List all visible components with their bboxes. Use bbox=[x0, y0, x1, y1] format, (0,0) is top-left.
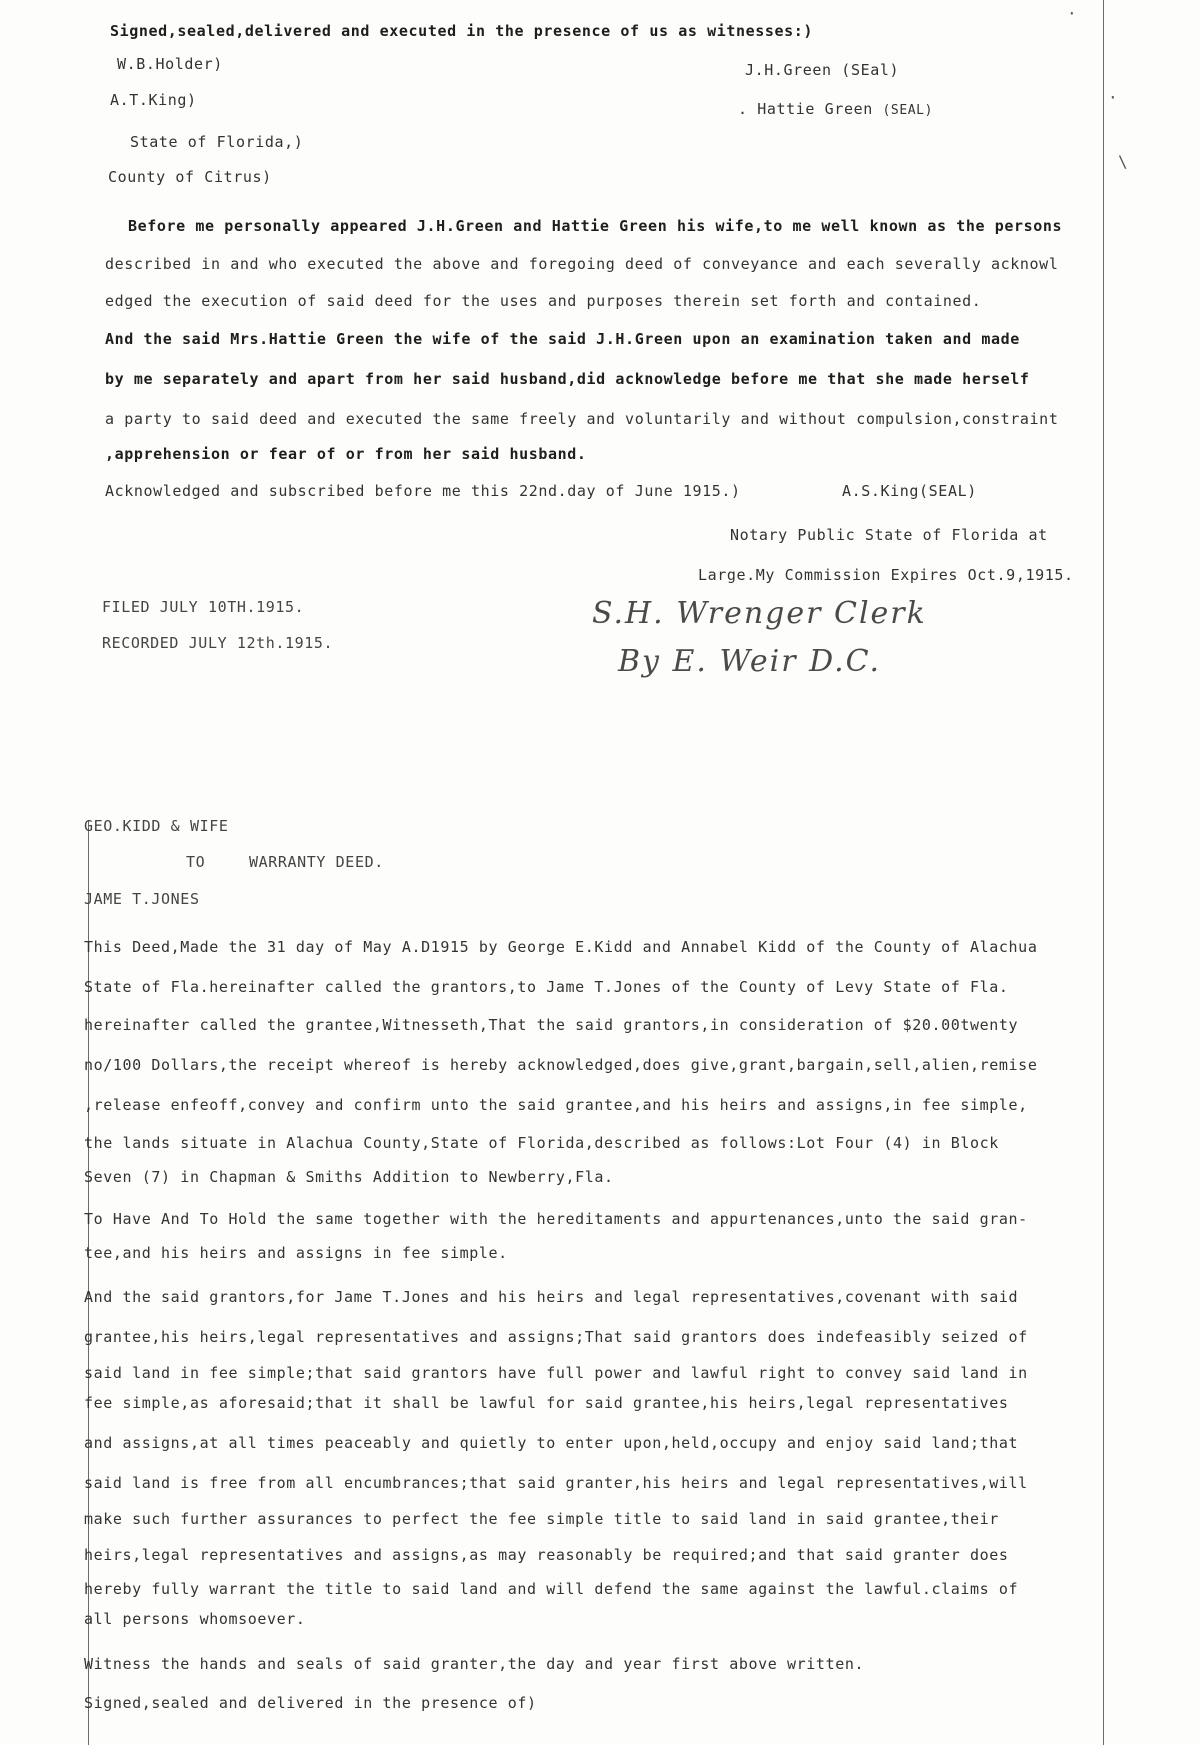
ack-line: Before me personally appeared J.H.Green and Hattie Green his wife,to me well known as the persons bbox=[128, 217, 1063, 235]
deed-body-line: ,release enfeoff,convey and confirm unto the said grantee,and his heirs and assigns,in fee simple, bbox=[84, 1096, 1028, 1114]
deed-body-line: fee simple,as aforesaid;that it shall be lawful for said grantee,his heirs,legal representatives bbox=[84, 1394, 1009, 1412]
ack-line: a party to said deed and executed the same freely and voluntarily and without compulsion,constraint bbox=[105, 410, 1059, 428]
grantor-2-signature bbox=[738, 100, 933, 120]
deputy-clerk-signature: By E. Weir D.C. bbox=[618, 644, 882, 679]
deed-body-line: This Deed,Made the 31 day of May A.D1915 by George E.Kidd and Annabel Kidd of the County of Alachua bbox=[84, 938, 1038, 956]
grantor-2-name: . Hattie Green bbox=[738, 100, 883, 118]
notary-title-2: Large.My Commission Expires Oct.9,1915. bbox=[698, 566, 1074, 584]
grantor-heading: GEO.KIDD & WIFE bbox=[84, 817, 229, 835]
venue-county: County of Citrus) bbox=[108, 168, 272, 186]
ack-line: ,apprehension or fear of or from her said husband. bbox=[105, 445, 587, 463]
recorded-date: RECORDED JULY 12th.1915. bbox=[102, 634, 334, 652]
deed-body-line: To Have And To Hold the same together with the hereditaments and appurtenances,unto the said gran- bbox=[84, 1210, 1028, 1228]
deed-body-line: said land is free from all encumbrances;that said granter,his heirs and legal representatives,will bbox=[84, 1474, 1028, 1492]
to-word: TO bbox=[186, 853, 206, 871]
deed-body-line: the lands situate in Alachua County,State of Florida,described as follows:Lot Four (4) in Block bbox=[84, 1134, 999, 1152]
deed-body-line: and assigns,at all times peaceably and quietly to enter upon,held,occupy and enjoy said land;that bbox=[84, 1434, 1019, 1452]
deed-body-line: tee,and his heirs and assigns in fee simple. bbox=[84, 1244, 508, 1262]
edge-mark: · bbox=[1067, 4, 1077, 23]
left-margin-rule bbox=[88, 820, 89, 1745]
deed-body-line: said land in fee simple;that said grantors have full power and lawful right to convey said land in bbox=[84, 1364, 1028, 1382]
clerk-signature: S.H. Wrenger Clerk bbox=[592, 596, 927, 631]
deed-body-line: grantee,his heirs,legal representatives and assigns;That said grantors does indefeasibly seized of bbox=[84, 1328, 1028, 1346]
right-page-edge bbox=[1103, 0, 1104, 1745]
notary-signature: A.S.King(SEAL) bbox=[842, 482, 977, 500]
witness-2: A.T.King) bbox=[110, 91, 197, 109]
deed-body-line: hereinafter called the grantee,Witnesseth,That the said grantors,in consideration of $20.00twenty bbox=[84, 1016, 1019, 1034]
witness-line: Signed,sealed,delivered and executed in the presence of us as witnesses:) bbox=[110, 22, 814, 40]
deed-body-line: State of Fla.hereinafter called the grantors,to Jame T.Jones of the County of Levy State of Fla. bbox=[84, 978, 1009, 996]
ack-line: described in and who executed the above and foregoing deed of conveyance and each severally acknowl bbox=[105, 255, 1059, 273]
venue-state: State of Florida,) bbox=[130, 133, 304, 151]
grantee-heading: JAME T.JONES bbox=[84, 890, 200, 908]
deed-body-line: make such further assurances to perfect the fee simple title to said land in said grantee,their bbox=[84, 1510, 999, 1528]
deed-body-line: hereby fully warrant the title to said land and will defend the same against the lawful.claims of bbox=[84, 1580, 1019, 1598]
filed-date: FILED JULY 10TH.1915. bbox=[102, 598, 305, 616]
ack-line: by me separately and apart from her said husband,did acknowledge before me that she made herself bbox=[105, 370, 1030, 388]
deed-type: WARRANTY DEED. bbox=[249, 853, 384, 871]
deed-body-line: all persons whomsoever. bbox=[84, 1610, 306, 1628]
deed-body-line: Seven (7) in Chapman & Smiths Addition to Newberry,Fla. bbox=[84, 1168, 614, 1186]
deed-body-line: Witness the hands and seals of said granter,the day and year first above written. bbox=[84, 1655, 865, 1673]
ack-line: And the said Mrs.Hattie Green the wife of the said J.H.Green upon an examination taken and made bbox=[105, 330, 1020, 348]
ack-line: edged the execution of said deed for the uses and purposes therein set forth and contained. bbox=[105, 292, 982, 310]
edge-mark: \ bbox=[1118, 152, 1128, 171]
notary-title-1: Notary Public State of Florida at bbox=[730, 526, 1048, 544]
grantor-2-seal: (SEAL) bbox=[882, 103, 934, 118]
deed-body-line: Signed,sealed and delivered in the presence of) bbox=[84, 1694, 537, 1712]
acknowledged-line: Acknowledged and subscribed before me this 22nd.day of June 1915.) bbox=[105, 482, 741, 500]
grantor-1-signature: J.H.Green (SEal) bbox=[745, 61, 900, 79]
witness-1: W.B.Holder) bbox=[117, 55, 223, 73]
deed-body-line: heirs,legal representatives and assigns,as may reasonably be required;and that said granter does bbox=[84, 1546, 1009, 1564]
deed-body-line: no/100 Dollars,the receipt whereof is hereby acknowledged,does give,grant,bargain,sell,alien,remise bbox=[84, 1056, 1038, 1074]
edge-mark: · bbox=[1108, 88, 1118, 107]
deed-body-line: And the said grantors,for Jame T.Jones and his heirs and legal representatives,covenant with said bbox=[84, 1288, 1019, 1306]
